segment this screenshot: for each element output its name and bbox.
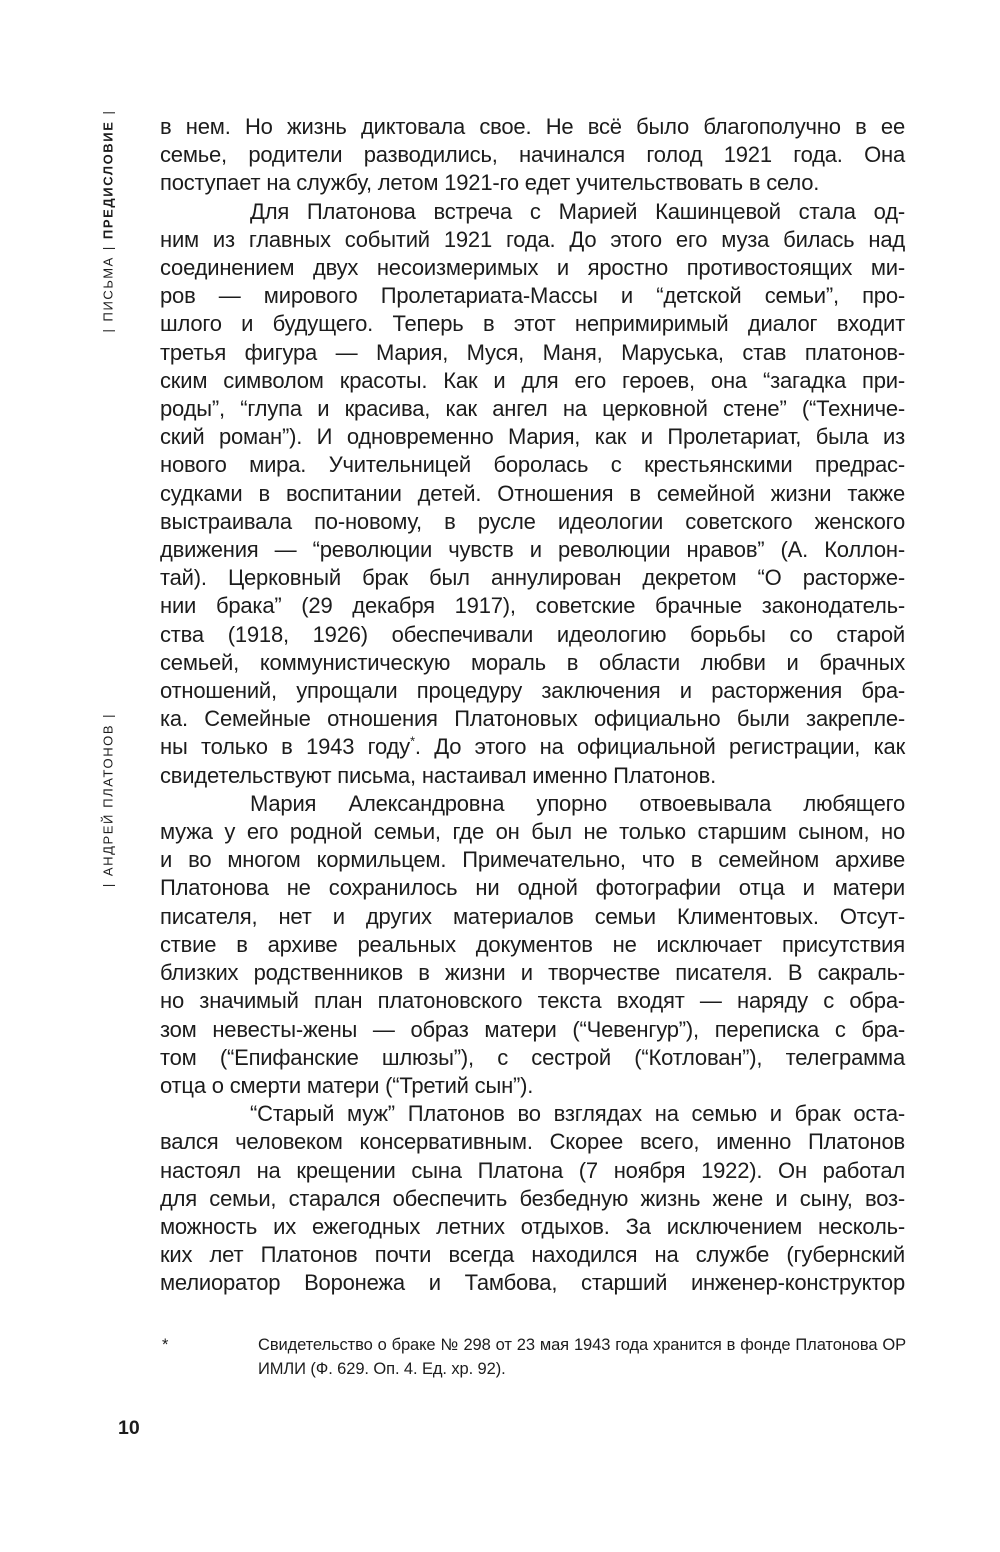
text-line: и во многом кормильцем. Примечательно, что в семейном архиве — [160, 847, 905, 873]
footnote-reference: * — [409, 734, 415, 750]
text-line: можность их ежегодных летних отдыхов. За исключением несколь- — [160, 1213, 905, 1239]
text-line: поступает на службу, летом 1921-го едет учительствовать в село. — [160, 170, 820, 196]
series-label: ПИСЬМА — [100, 256, 116, 322]
text-line: семьей, коммунистическую мораль в области любви и брачных — [160, 649, 905, 675]
text-line: “Старый муж” Платонов во взглядах на семью и брак оста- — [250, 1101, 905, 1127]
text-line: тай). Церковный брак был аннулирован декретом “О расторже- — [160, 565, 905, 591]
separator: | — [100, 245, 116, 251]
author-label-vertical — [101, 707, 116, 893]
footnote-text — [258, 1334, 906, 1381]
text-line: Платонова не сохранилось ни одной фотографии отца и матери — [160, 875, 905, 901]
text-line: писателя, нет и других материалов семьи Климентовых. Отсут- — [160, 903, 905, 929]
text-line: близких родственников в жизни и творчестве писателя. В сакраль- — [160, 960, 905, 986]
footnote-line: Свидетельство о браке № 298 от 23 мая 1943 года хранится в фонде Платонова ОР — [258, 1336, 906, 1354]
text-line: движения — “революции чувств и революции нравов” (А. Коллон- — [160, 537, 905, 563]
text-line: Мария Александровна упорно отвоевывала любящего — [250, 790, 905, 816]
text-line: роды”, “глупа и красива, как ангел на церковной стене” (“Техниче- — [160, 396, 905, 422]
separator: | — [100, 327, 116, 333]
page-number: 10 — [118, 1417, 140, 1439]
text-line: судками в воспитании детей. Отношения в семейной жизни также — [160, 480, 905, 506]
text-line: третья фигура — Мария, Муся, Маня, Маруська, став платонов- — [160, 339, 905, 365]
separator: | — [100, 882, 116, 888]
text-line: для семьи, старался обеспечить безбедную жизнь жене и сыну, воз- — [160, 1185, 905, 1211]
text-line: ствие в архиве реальных документов не исключает присутствия — [160, 931, 905, 957]
text-line: свидетельствуют письма, настаивал именно Платонов. — [160, 762, 716, 788]
text-line: ка. Семейные отношения Платоновых официально были закрепле- — [160, 706, 905, 732]
text-line: настоял на крещении сына Платона (7 ноября 1922). Он работал — [160, 1157, 905, 1183]
page-body — [160, 113, 905, 1298]
text-line: отношений, упрощали процедуру заключения и расторжения бра- — [160, 678, 905, 704]
text-line: нии брака” (29 декабря 1917), советские брачные законодатель- — [160, 593, 905, 619]
author-label: АНДРЕЙ ПЛАТОНОВ — [100, 723, 116, 877]
text-line: ский роман”). И одновременно Мария, как и Пролетариат, была из — [160, 424, 905, 450]
footnote-marker: * — [162, 1336, 169, 1354]
text-line: вался человеком консервативным. Скорее всего, именно Платонов — [160, 1129, 905, 1155]
running-head-vertical — [101, 104, 116, 339]
text-line: в нем. Но жизнь диктовала свое. Не всё было благополучно в ее — [160, 114, 905, 139]
text-line: шлого и будущего. Теперь в этот непримиримый диалог входит — [160, 311, 905, 337]
text-line: ких лет Платонов почти всегда находился на службе (губернский — [160, 1242, 905, 1268]
text-line: нового мира. Учительницей боролась с крестьянскими предрас- — [160, 452, 905, 478]
footnote — [160, 1334, 906, 1381]
text-line: мелиоратор Воронежа и Тамбова, старший инженер-конструктор — [160, 1270, 905, 1296]
text-line: выстраивала по-новому, в русле идеологии советского женского — [160, 508, 905, 534]
text-line: соединением двух несоизмеримых и яростно противостоящих ми- — [160, 255, 905, 281]
text-line: ров — мирового Пролетариата-Массы и “детской семьи”, про- — [160, 283, 905, 309]
section-label: ПРЕДИСЛОВИЕ — [100, 120, 116, 240]
text-line: ним из главных событий 1921 года. До этого его муза билась над — [160, 226, 905, 252]
text-line: отца о смерти матери (“Третий сын”). — [160, 1072, 534, 1098]
text-line: том (“Епифанские шлюзы”), с сестрой (“Котлован”), телеграмма — [160, 1044, 905, 1070]
text-line: мужа у его родной семьи, где он был не только старшим сыном, но — [160, 819, 905, 845]
text-line: ны только в 1943 году*. До этого на официальной регистрации, как — [160, 734, 905, 760]
text-line: ским символом красоты. Как и для его героев, она “загадка при- — [160, 367, 905, 393]
text-line: ства (1918, 1926) обеспечивали идеологию борьбы со старой — [160, 621, 905, 647]
text-line: Для Платонова встреча с Марией Кашинцевой стала од- — [250, 198, 905, 224]
text-line: зом невесты-жены — образ матери (“Чевенгур”), переписка с бра- — [160, 1016, 905, 1042]
separator: | — [100, 712, 116, 718]
separator: | — [100, 109, 116, 115]
text-line: но значимый план платоновского текста входят — наряду с обра- — [160, 988, 905, 1014]
footnote-line: ИМЛИ (Ф. 629. Оп. 4. Ед. хр. 92). — [258, 1359, 506, 1378]
text-line: семье, родители разводились, начинался голод 1921 года. Она — [160, 142, 905, 168]
